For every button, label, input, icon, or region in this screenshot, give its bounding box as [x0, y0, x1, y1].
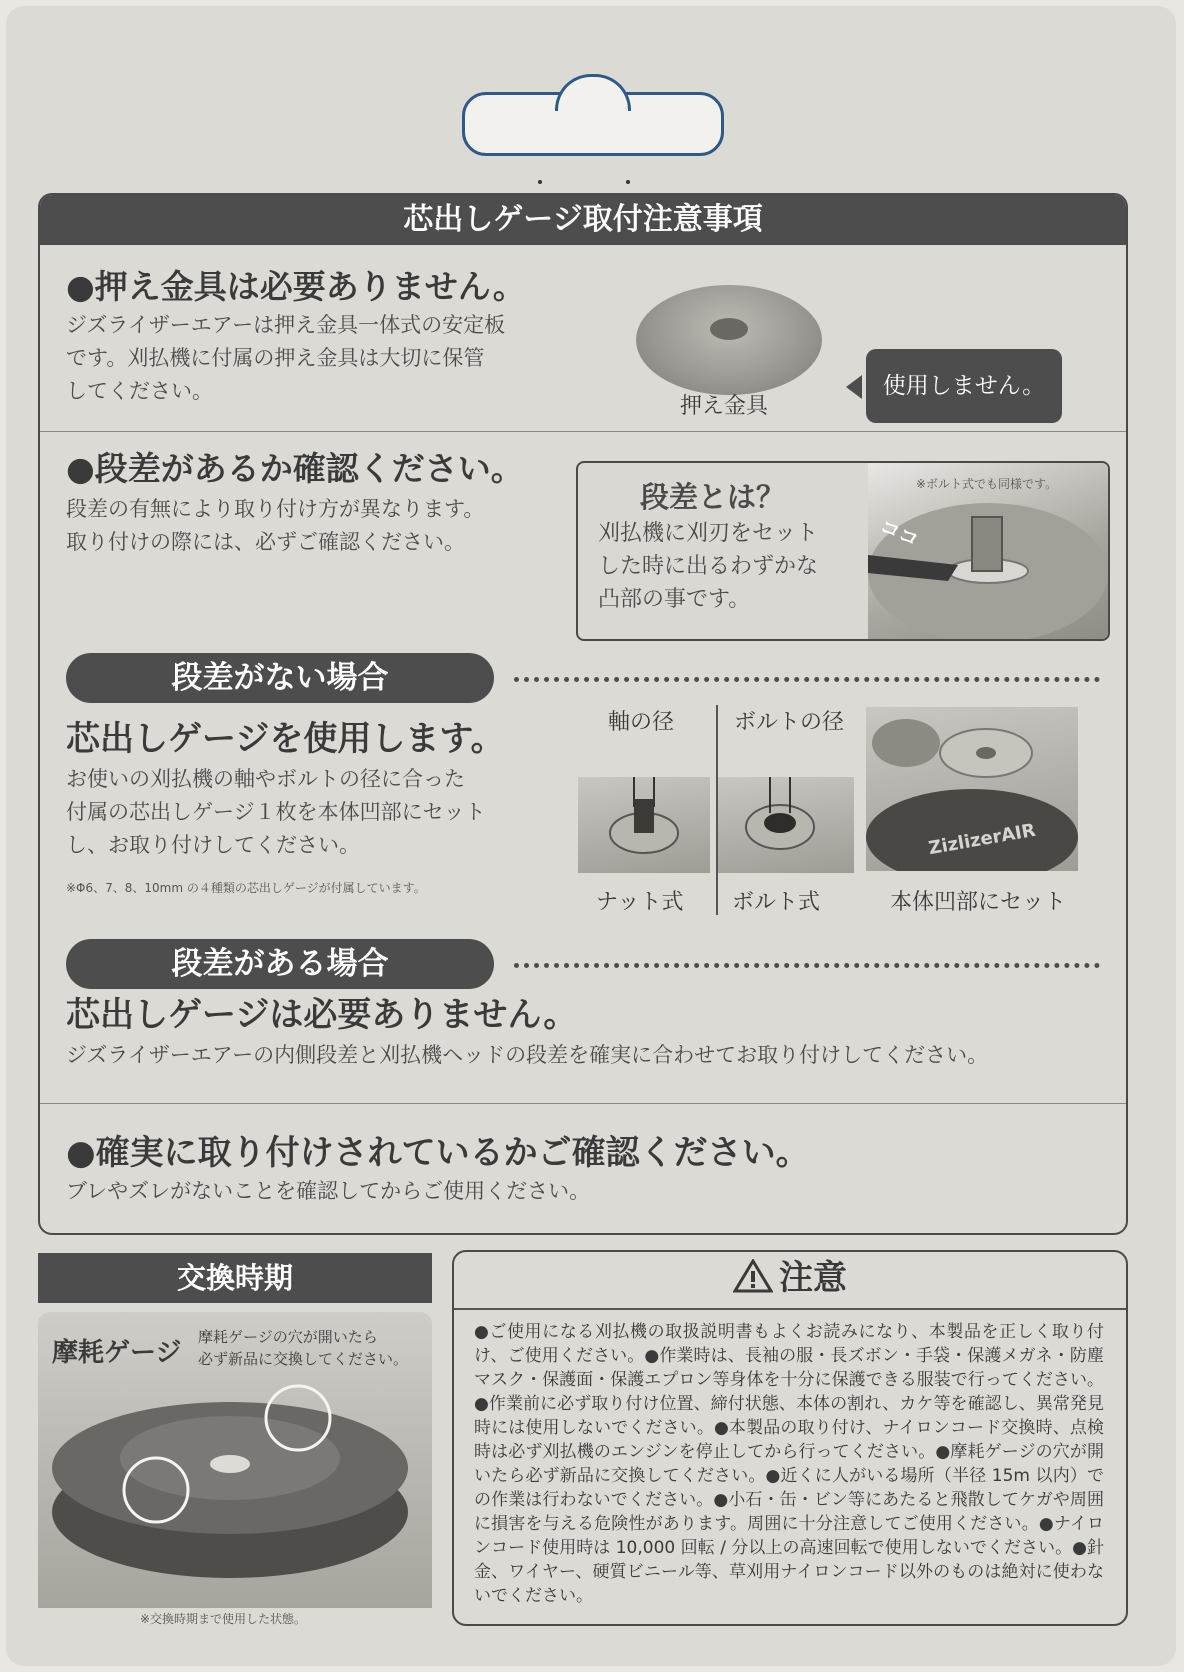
section2-line: 段差の有無により取り付け方が異なります。 [66, 497, 485, 521]
bolt-type-photo [718, 777, 854, 873]
step-explanation-box [576, 461, 1110, 641]
step-box-line: 刈払機に刈刃をセット [598, 521, 819, 546]
gauge-set-photo [866, 707, 1078, 871]
caution-divider [454, 1308, 1126, 1310]
section1-line: です。刈払機に付属の押え金具は大切に保管 [66, 346, 485, 370]
nut-type-art [578, 777, 710, 873]
holder-plate-image [636, 285, 822, 395]
step-box-line: した時に出るわずかな [598, 554, 819, 579]
wear-gauge-text: 必ず新品に交換してください。 [198, 1350, 409, 1368]
exchange-header: 交換時期 [38, 1253, 432, 1303]
callout-arrow-icon [846, 375, 862, 399]
caution-text: ●ご使用になる刈払機の取扱説明書もよくお読みになり、本製品を正しく取り付け、ご使用ください。●作業時は、長袖の服・長ズボン・手袋・保護メガネ・防塵マスク・保護面・保護エプロン等身体を十分に保護できる服装で行ってください。●作業前に必ず取り付け位置、締付状態、本体の割れ、カケ等を確認し、異常発見時には使用しないでください。●本製品の取り付け、ナイロンコード交換時、点検時は必ず刈払機のエンジンを停止してから行ってください。●摩耗ゲージの穴が開いたら必ず新品に交換してください。●近くに人がいる場所（半径 15m 以内）での作業は行わないでください。●小石・缶・ビン等にあたると飛散してケガや周囲に損害を与える危険性があります。周囲に十分注意してご使用ください。●ナイロンコード使用時は 10,000 回転 / 分以上の高速回転で使用しないでください。●針金、ワイヤー、硬質ビニール等、草刈用ナイロンコード以外のものは絶対に使わないでください。 [474, 1322, 1104, 1606]
divider [40, 431, 1126, 432]
section3-heading: 芯出しゲージを使用します。 [66, 719, 505, 759]
section4-heading: 芯出しゲージは必要ありません。 [66, 995, 578, 1035]
nut-type-photo [578, 777, 710, 873]
product-brand-label: ZizlizerAIR [926, 819, 1038, 860]
shaft-diameter-label: 軸の径 [608, 710, 675, 735]
section4-line: ジズライザーエアーの内側段差と刈払機ヘッドの段差を確実に合わせてお取り付けしてください。 [66, 1043, 989, 1067]
warning-icon [733, 1259, 773, 1293]
bolt-type-caption: ボルト式 [732, 890, 821, 915]
bolt-type-art [718, 777, 854, 873]
step-box-title: 段差とは？ [640, 480, 786, 514]
holder-plate-hole [710, 318, 748, 340]
caution-title [454, 1252, 1126, 1304]
section5-line: ブレやズレがないことを確認してからご使用ください。 [66, 1179, 591, 1203]
dotted-line [514, 677, 1100, 682]
section5-heading: ●確実に取り付けされているかご確認ください。 [66, 1133, 810, 1173]
main-title: 芯出しゲージ取付注意事項 [40, 195, 1126, 245]
not-used-callout: 使用しません。 [866, 349, 1062, 423]
print-mark [626, 180, 630, 184]
divider [40, 1103, 1126, 1104]
section3-line: お使いの刈払機の軸やボルトの径に合った [66, 767, 465, 791]
section1-line: してください。 [66, 379, 213, 403]
set-caption: 本体凹部にセット [890, 890, 1067, 915]
exchange-note: ※交換時期まで使用した状態。 [140, 1612, 307, 1626]
section1-heading: ●押え金具は必要ありません。 [66, 267, 526, 306]
nut-type-caption: ナット式 [596, 890, 684, 915]
installation-notes-box [38, 193, 1128, 1235]
section2-heading: ●段差があるか確認ください。 [66, 449, 524, 488]
with-step-pill: 段差がある場合 [66, 939, 494, 989]
section3-line: し、お取り付けしてください。 [66, 833, 360, 857]
bolt-diameter-label: ボルトの径 [734, 710, 845, 735]
section1-line: ジズライザーエアーは押え金具一体式の安定板 [66, 313, 506, 337]
dotted-line [514, 963, 1100, 968]
section-no-holder [40, 245, 1126, 431]
exchange-panel [38, 1312, 432, 1608]
section3-note: ※Φ6、7、8、10mm の４種類の芯出しゲージが付属しています。 [66, 881, 426, 895]
step-box-note: ※ボルト式でも同様です。 [916, 477, 1058, 491]
no-step-pill: 段差がない場合 [66, 653, 494, 703]
section3-line: 付属の芯出しゲージ１枚を本体凹部にセット [66, 800, 486, 824]
step-box-line: 凸部の事です。 [598, 587, 751, 612]
holder-plate-caption: 押え金具 [680, 394, 769, 419]
caution-title-text: 注意 [779, 1258, 847, 1298]
caution-box [452, 1250, 1128, 1626]
wear-gauge-text: 摩耗ゲージの穴が開いたら [198, 1328, 378, 1346]
section2-line: 取り付けの際には、必ずご確認ください。 [66, 530, 465, 554]
here-label: ココ [876, 513, 923, 552]
print-mark [538, 180, 542, 184]
wear-gauge-label: 摩耗ゲージ [52, 1338, 182, 1368]
